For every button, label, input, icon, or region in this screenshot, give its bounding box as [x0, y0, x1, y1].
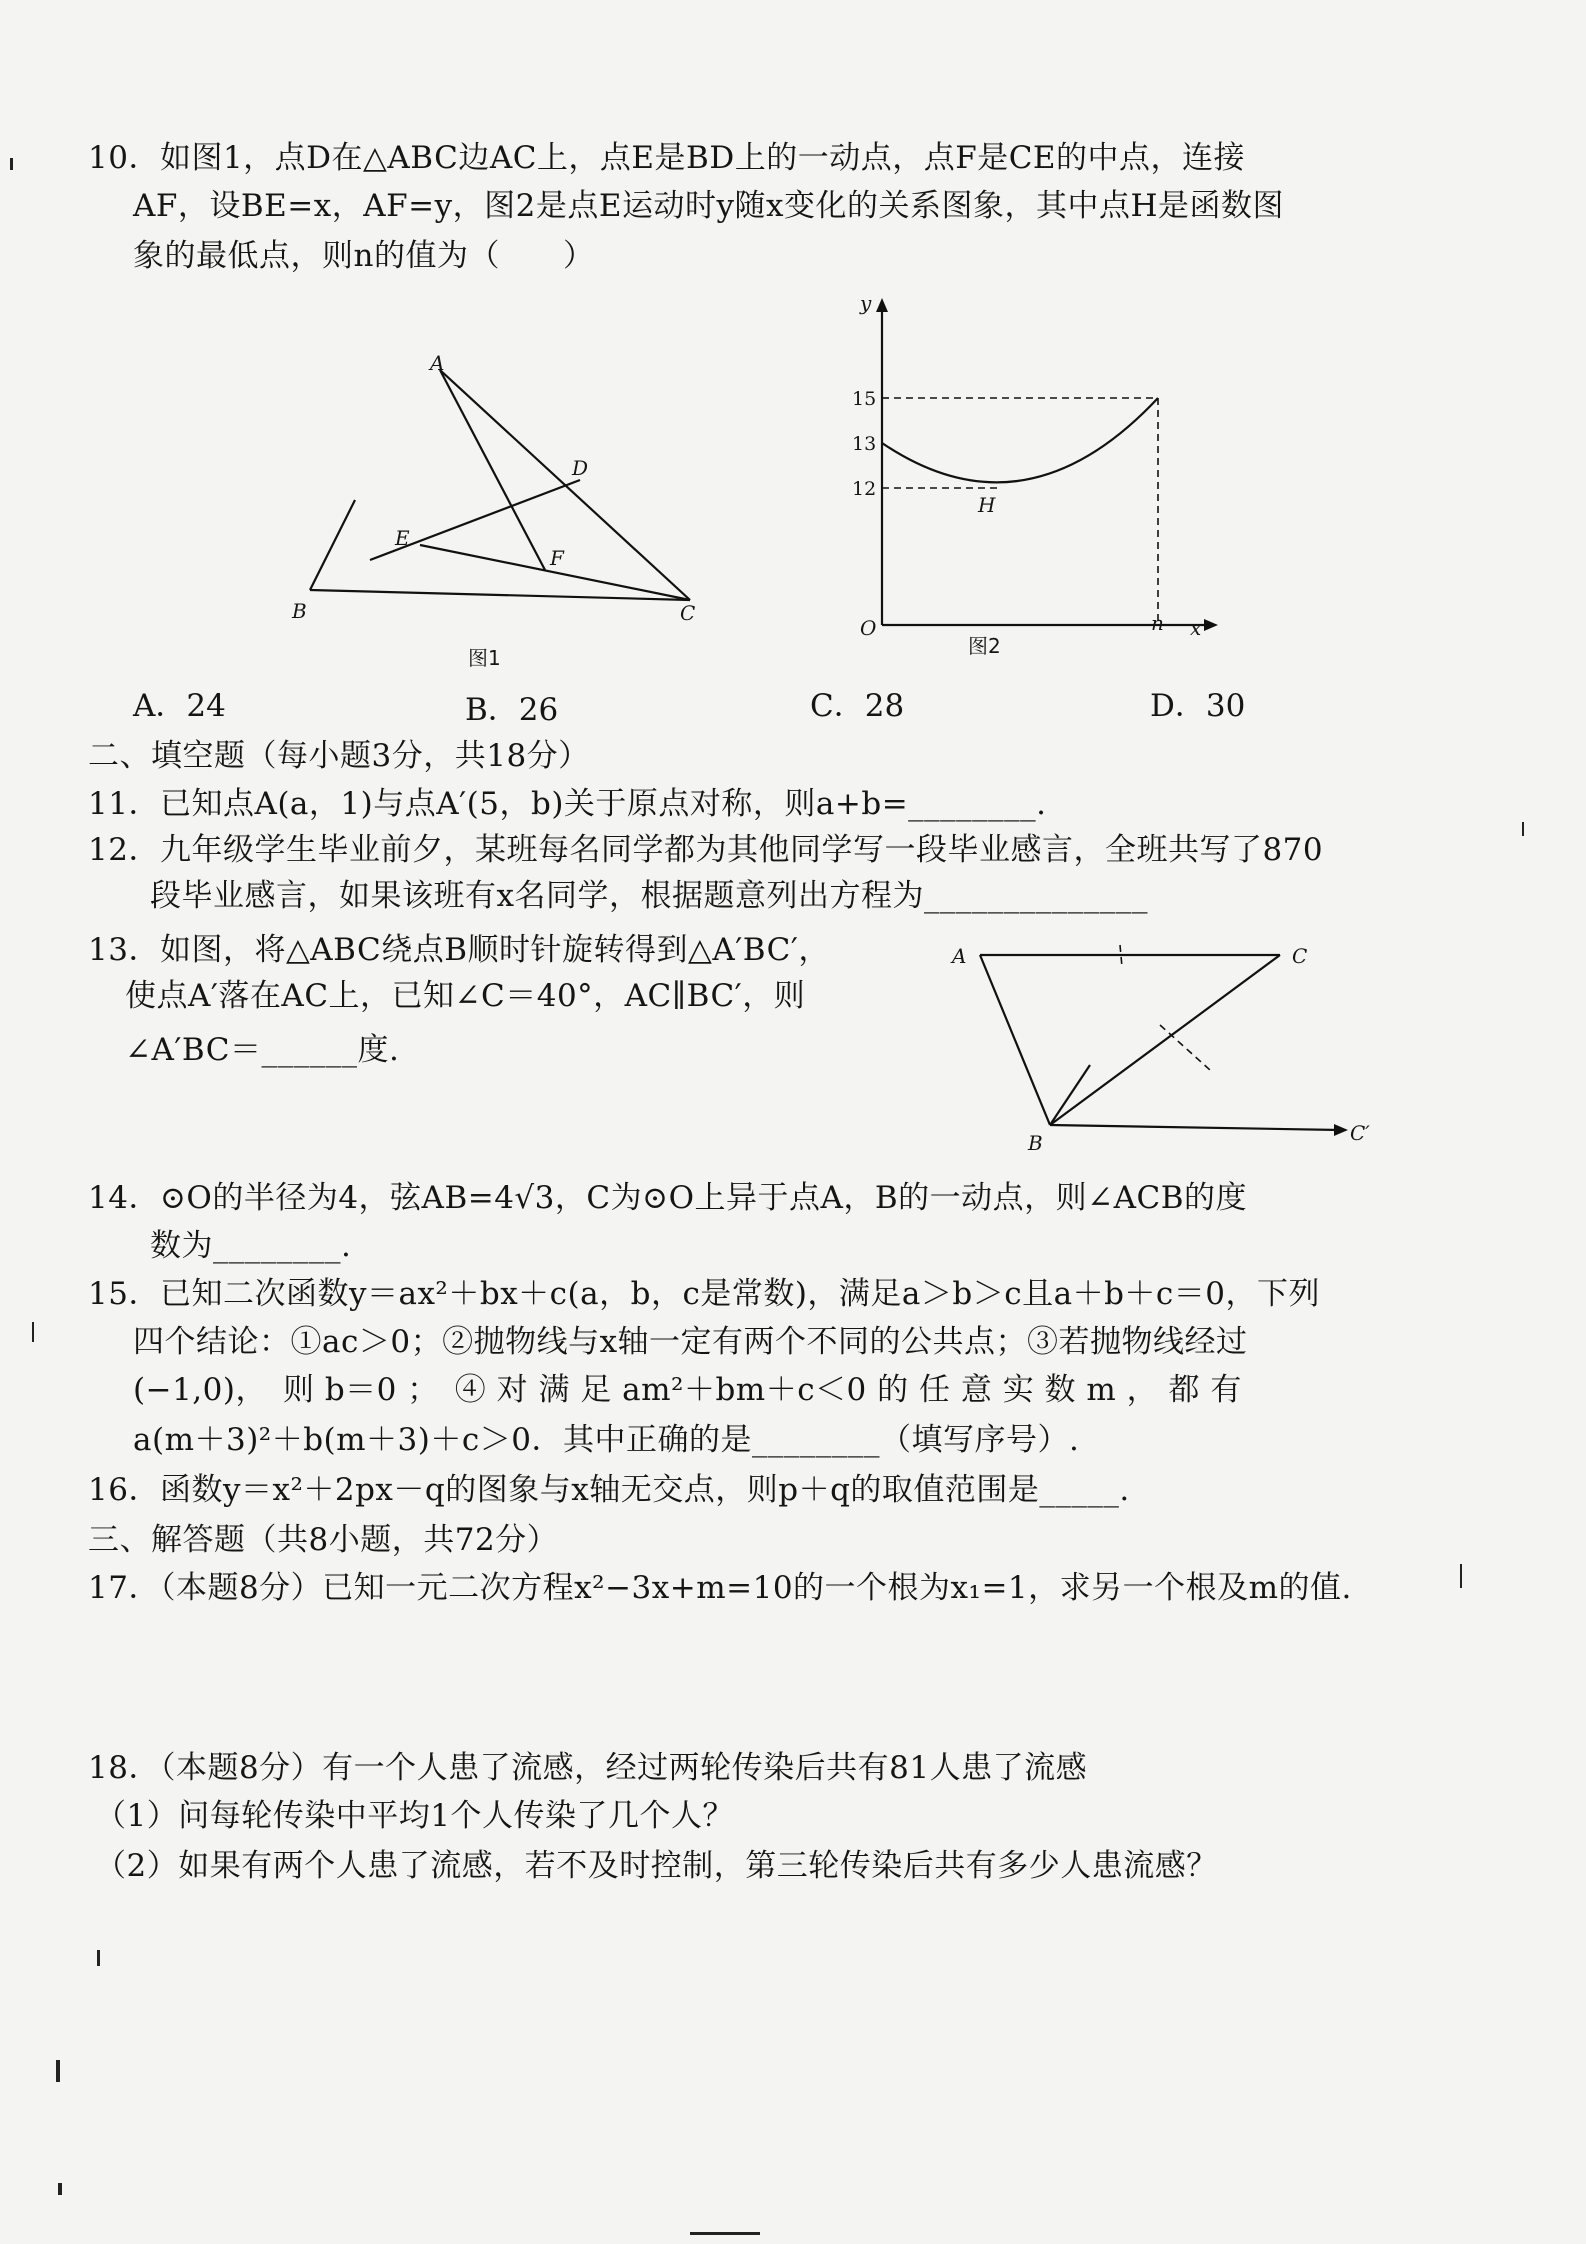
fig2-tick-n: n — [1151, 611, 1164, 635]
q12-line1: 12．九年级学生毕业前夕，某班每名同学都为其他同学写一段毕业感言，全班共写了870 — [88, 832, 1324, 868]
q13-figure-rotation — [950, 925, 1370, 1155]
scan-mark — [58, 2183, 62, 2195]
q10-line1: 10．如图1，点D在△ABC边AC上，点E是BD上的一动点，点F是CE的中点，连接 — [88, 140, 1246, 176]
fig1-label-e: E — [395, 526, 410, 550]
fig2-origin: O — [860, 616, 877, 640]
scan-mark — [1460, 1564, 1462, 1588]
scan-mark — [10, 158, 13, 170]
fig2-tick-12: 12 — [852, 478, 877, 500]
q13-fig-label-b: B — [1028, 1131, 1043, 1155]
scan-mark — [56, 2060, 60, 2082]
q12-line2: 段毕业感言，如果该班有x名同学，根据题意列出方程为______________ — [150, 878, 1148, 914]
q11: 11．已知点A(a，1)与点A′(5，b)关于原点对称，则a+b=________. — [88, 786, 1047, 822]
q10-line2: AF，设BE=x，AF=y，图2是点E运动时y随x变化的关系图象，其中点H是函数图 — [133, 188, 1285, 224]
q15-line4: a(m＋3)²＋b(m＋3)＋c＞0．其中正确的是________（填写序号）. — [133, 1422, 1080, 1458]
fig1-label-f: F — [550, 546, 564, 570]
q13-line1: 13．如图，将△ABC绕点B顺时针旋转得到△A′BC′， — [88, 932, 830, 968]
q10-option-d: D．30 — [1150, 688, 1246, 724]
scan-mark — [97, 1950, 100, 1966]
fig1-caption: 图1 — [468, 646, 501, 670]
q18-line1: 18．（本题8分）有一个人患了流感，经过两轮传染后共有81人患了流感 — [88, 1750, 1088, 1786]
figure-2-graph — [840, 290, 1230, 650]
q10-option-c: C．28 — [810, 688, 905, 724]
q10-option-b: B．26 — [465, 692, 559, 728]
section-2-heading: 二、填空题（每小题3分，共18分） — [88, 738, 590, 774]
fig2-tick-15: 15 — [852, 388, 877, 410]
q16: 16．函数y＝x²＋2px－q的图象与x轴无交点，则p＋q的取值范围是_____. — [88, 1472, 1130, 1508]
scan-mark — [1522, 822, 1524, 836]
q13-fig-label-c: C — [1292, 944, 1308, 968]
q10-option-a: A．24 — [133, 688, 226, 724]
q18-line2: （1）问每轮传染中平均1个人传染了几个人？ — [95, 1798, 734, 1834]
fig1-label-b: B — [292, 599, 307, 623]
fig1-label-d: D — [572, 456, 589, 480]
scan-mark — [32, 1322, 34, 1342]
q17: 17．（本题8分）已知一元二次方程x²−3x+m=10的一个根为x₁=1，求另一个根及m的值. — [88, 1570, 1352, 1606]
fig2-x-axis-label: x — [1190, 616, 1202, 640]
q15-line1: 15．已知二次函数y＝ax²＋bx＋c(a，b，c是常数)，满足a＞b＞c且a＋b＋c＝0，下列 — [88, 1276, 1321, 1312]
q13-line3: ∠A′BC＝______度. — [125, 1032, 400, 1068]
fig2-y-axis-label: y — [860, 291, 872, 315]
figure-1-triangle — [270, 340, 720, 640]
q15-line3: (−1,0)， 则 b＝0 ； ④ 对 满 足 am²＋bm＋c＜0 的 任 意 实 数 m ， 都 有 — [133, 1372, 1242, 1408]
q13-fig-label-c-prime: C′ — [1350, 1121, 1370, 1145]
q14-line1: 14．⊙O的半径为4，弦AB=4√3，C为⊙O上异于点A，B的一动点，则∠ACB的度 — [88, 1180, 1248, 1216]
fig2-point-h: H — [978, 493, 996, 517]
fig2-tick-13: 13 — [852, 433, 877, 455]
q14-line2: 数为________. — [150, 1228, 352, 1264]
q13-line2: 使点A′落在AC上，已知∠C＝40°，AC∥BC′，则 — [125, 978, 806, 1014]
q15-line2: 四个结论：①ac＞0；②抛物线与x轴一定有两个不同的公共点；③若抛物线经过 — [133, 1324, 1248, 1360]
fig1-label-a: A — [430, 351, 445, 375]
q13-fig-label-a: A — [952, 944, 967, 968]
q10-line3: 象的最低点，则n的值为（ ） — [133, 238, 595, 274]
q18-line3: （2）如果有两个人患了流感，若不及时控制，第三轮传染后共有多少人患流感？ — [95, 1848, 1218, 1884]
scan-mark — [690, 2232, 760, 2235]
section-3-heading: 三、解答题（共8小题，共72分） — [88, 1522, 559, 1558]
fig1-label-c: C — [680, 601, 696, 625]
fig2-caption: 图2 — [968, 634, 1001, 658]
